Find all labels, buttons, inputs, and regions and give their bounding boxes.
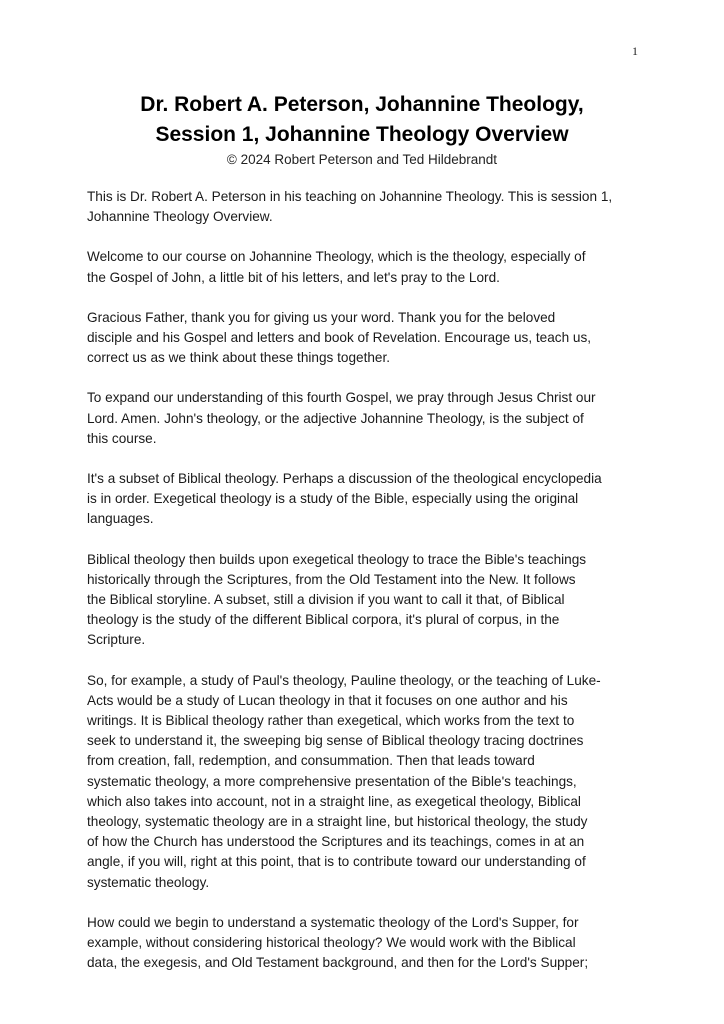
- paragraph-line: systematic theology, a more comprehensive presentation of the Bible's teachings,: [87, 773, 577, 789]
- paragraph-line: seek to understand it, the sweeping big sense of Biblical theology tracing doctrines: [87, 733, 584, 749]
- paragraph-line: theology, systematic theology are in a straight line, but historical theology, the study: [87, 814, 588, 830]
- paragraph-line: example, without considering historical theology? We would work with the Biblical: [87, 935, 576, 951]
- paragraph-line: correct us as we think about these things together.: [87, 350, 391, 366]
- paragraph-line: Gracious Father, thank you for giving us your word. Thank you for the beloved: [87, 309, 556, 325]
- copyright-line: © 2024 Robert Peterson and Ted Hildebrandt: [226, 152, 498, 167]
- paragraph-line: So, for example, a study of Paul's theology, Pauline theology, or the teaching of Luke-: [87, 672, 601, 688]
- paragraph-line: Welcome to our course on Johannine Theology, which is the theology, especially of: [87, 249, 586, 265]
- paragraph-line: angle, if you will, right at this point, that is to contribute toward our understanding of: [87, 854, 586, 870]
- paragraph-line: Acts would be a study of Lucan theology in that it focuses on one author and his: [87, 692, 568, 708]
- paragraph-line: How could we begin to understand a systematic theology of the Lord's Supper, for: [87, 914, 579, 930]
- paragraph: [87, 308, 643, 369]
- paragraph-line: from creation, fall, redemption, and consummation. Then that leads toward: [87, 753, 535, 769]
- paragraph-line: historically through the Scriptures, from the Old Testament into the New. It follows: [87, 571, 576, 587]
- page-number: 1: [632, 44, 638, 58]
- paragraph-line: the Gospel of John, a little bit of his letters, and let's pray to the Lord.: [87, 269, 500, 285]
- document-header: [60, 90, 664, 170]
- paragraph-line: writings. It is Biblical theology rather than exegetical, which works from the text to: [87, 713, 575, 729]
- paragraph-line: which also takes into account, not in a straight line, as exegetical theology, Biblical: [87, 793, 581, 809]
- paragraph-line: the Biblical storyline. A subset, still a division if you want to call it that, of Biblical: [87, 592, 565, 608]
- paragraph-line: of how the Church has understood the Scriptures and its teachings, comes in at an: [87, 834, 585, 850]
- paragraph-line: systematic theology.: [87, 874, 210, 890]
- paragraph-line: data, the exegesis, and Old Testament background, and then for the Lord's Supper;: [87, 955, 589, 971]
- paragraph-line: It's a subset of Biblical theology. Perhaps a discussion of the theological encyclopedia: [87, 471, 602, 487]
- paragraph-line: Scripture.: [87, 632, 146, 648]
- title-line-2: Session 1, Johannine Theology Overview: [155, 123, 569, 146]
- paragraph-line: Johannine Theology Overview.: [87, 209, 273, 225]
- paragraph-line: Lord. Amen. John's theology, or the adjective Johannine Theology, is the subject of: [87, 410, 584, 426]
- title-line-1: Dr. Robert A. Peterson, Johannine Theology,: [140, 93, 584, 116]
- paragraph-line: Biblical theology then builds upon exegetical theology to trace the Bible's teachings: [87, 551, 587, 567]
- paragraph: [87, 388, 643, 449]
- document-body: [87, 187, 643, 994]
- paragraph-line: disciple and his Gospel and letters and book of Revelation. Encourage us, teach us,: [87, 330, 592, 346]
- paragraph: [87, 247, 643, 287]
- paragraph: [87, 671, 643, 893]
- paragraph: [87, 913, 643, 974]
- paragraph-line: theology is the study of the different Biblical corpora, it's plural of corpus, in the: [87, 612, 560, 628]
- paragraph-line: languages.: [87, 511, 154, 527]
- paragraph: [87, 187, 643, 227]
- paragraph: [87, 469, 643, 530]
- paragraph-line: This is Dr. Robert A. Peterson in his teaching on Johannine Theology. This is session 1,: [87, 189, 613, 204]
- paragraph: [87, 550, 643, 651]
- paragraph-line: is in order. Exegetical theology is a study of the Bible, especially using the original: [87, 491, 579, 507]
- paragraph-line: this course.: [87, 430, 157, 446]
- paragraph-line: To expand our understanding of this fourth Gospel, we pray through Jesus Christ our: [87, 390, 596, 406]
